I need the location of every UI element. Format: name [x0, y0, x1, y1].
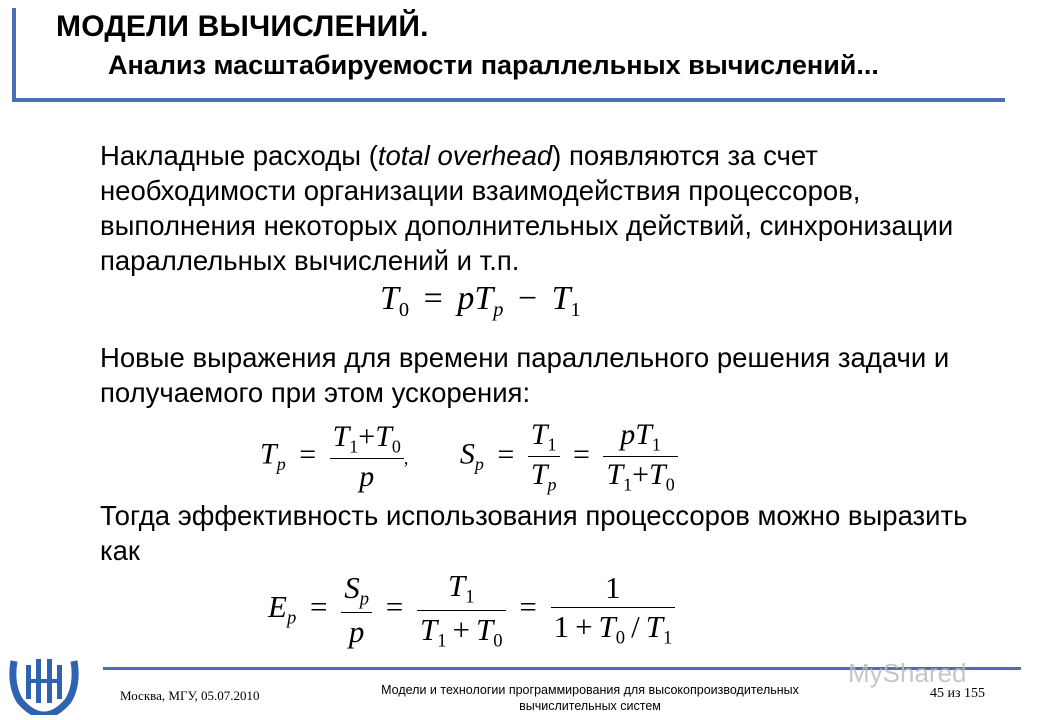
paragraph-overhead: Накладные расходы (total overhead) появляются за счет необходимости организации взаимодействия процессоров, выполнения некоторых дополнительных действий, синхронизации параллельных вычислений и т.п. [100, 140, 954, 276]
formula-time-speedup: $T_p$ = $\frac{T_1+T_0}{p}$ , $S_p$ = $\frac{T_1}{T_p}$ = $\frac{pT_1}{T_1+T_0}$ [260, 418, 678, 496]
header-divider [12, 98, 1005, 102]
fraction-speedup-2: $\frac{pT_1}{T_1+T_0}$ [603, 418, 677, 496]
paragraph-new-expressions: Новые выражения для времени параллельного решения задачи и получаемого при этом ускорения: [100, 342, 950, 408]
paragraph-efficiency: Тогда эффективность использования процессоров можно выразить как [100, 500, 968, 566]
slide-subtitle: Анализ масштабируемости параллельных вычислений... [108, 50, 879, 80]
watermark: MyShared [848, 658, 967, 688]
fraction-time: $\frac{T_1+T_0}{p}$ [330, 420, 404, 494]
formula-overhead: $T_0 = pT_p - T_1$ [380, 280, 581, 322]
fraction-efficiency-2: $\frac{T_1}{T_1 + T_0}$ [417, 568, 506, 652]
title-accent-bar [12, 8, 16, 100]
fraction-speedup-1: $\frac{T_1}{T_p}$ [528, 418, 560, 496]
university-logo [8, 655, 80, 715]
fraction-efficiency-1: $\frac{S_p}{p}$ [341, 570, 372, 650]
slide-title: МОДЕЛИ ВЫЧИСЛЕНИЙ. [56, 10, 429, 43]
formula-efficiency: $E_p$ = $\frac{S_p}{p}$ = $\frac{T_1}{T_1 + T_0}$ = $\frac{1}{1 + T_0 / T_1}$ [268, 568, 675, 652]
footer-course-title: Модели и технологии программирования для высокопроизводительных вычислительных систем [381, 683, 799, 713]
footer-location-date: Москва, МГУ, 05.07.2010 [120, 688, 260, 703]
slide-page-number: 45 из 155 [930, 686, 986, 701]
fraction-efficiency-3: $\frac{1}{1 + T_0 / T_1}$ [551, 570, 676, 650]
